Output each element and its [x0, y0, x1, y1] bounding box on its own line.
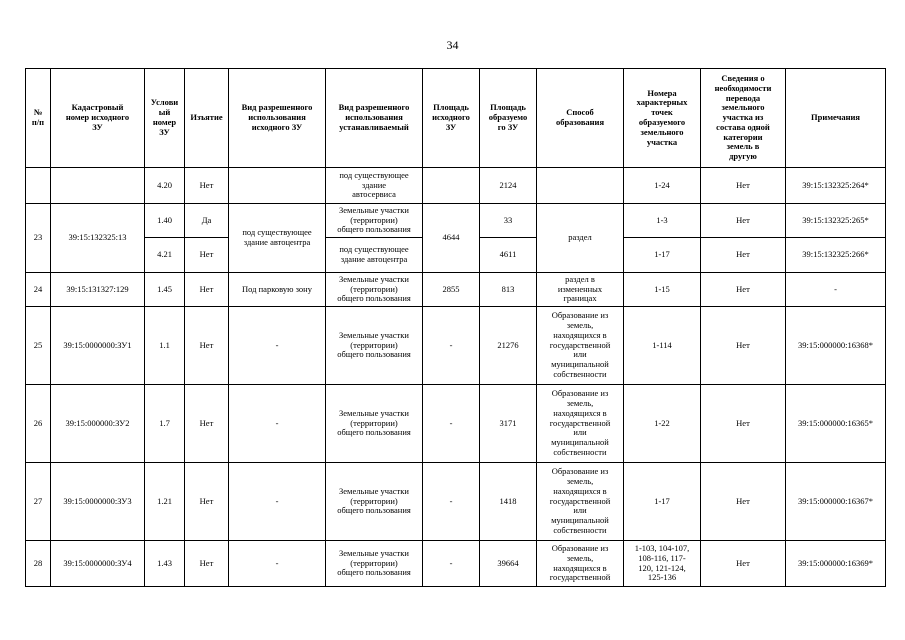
cell-transfer: Нет	[701, 541, 786, 587]
table-row	[26, 307, 886, 385]
cell-area-source: 4644	[423, 204, 480, 273]
cell-method: Образование из земель, находящихся в государственной	[537, 541, 624, 587]
cell-conditional-number: 1.21	[145, 463, 185, 541]
cell-area-new: 33	[480, 204, 537, 238]
cell-method: Образование из земель, находящихся в государственной или муниципальной собственности	[537, 385, 624, 463]
page-number: 34	[446, 38, 459, 52]
cell-cadastral-source	[51, 168, 145, 204]
cell-notes: 39:15:000000:16367*	[786, 463, 886, 541]
cell-use-new: под существующее здание автоцентра	[326, 238, 423, 273]
cell-num: 24	[26, 273, 51, 307]
cell-area-source: -	[423, 541, 480, 587]
cell-area-source: -	[423, 463, 480, 541]
cell-cadastral-source: 39:15:131327:129	[51, 273, 145, 307]
cell-notes: 39:15:000000:16365*	[786, 385, 886, 463]
cell-seizure: Нет	[185, 541, 229, 587]
cell-area-new: 813	[480, 273, 537, 307]
cell-use-source: -	[229, 541, 326, 587]
header-method: Способ образования	[537, 69, 624, 168]
cell-use-source: -	[229, 307, 326, 385]
cell-conditional-number: 1.45	[145, 273, 185, 307]
header-cadastral-source: Кадастровый номер исходного ЗУ	[51, 69, 145, 168]
cell-points: 1-24	[624, 168, 701, 204]
cell-use-new: Земельные участки (территории) общего пользования	[326, 273, 423, 307]
table-row	[26, 204, 886, 238]
table-row	[26, 463, 886, 541]
cell-transfer: Нет	[701, 273, 786, 307]
cell-use-source: -	[229, 463, 326, 541]
cell-notes: 39:15:000000:16368*	[786, 307, 886, 385]
cell-seizure: Нет	[185, 238, 229, 273]
cell-use-source: -	[229, 385, 326, 463]
cell-num: 26	[26, 385, 51, 463]
cell-transfer: Нет	[701, 238, 786, 273]
header-use-new: Вид разрешенного использования устанавливаемый	[326, 69, 423, 168]
cell-area-new: 21276	[480, 307, 537, 385]
cell-conditional-number: 1.40	[145, 204, 185, 238]
cell-num: 28	[26, 541, 51, 587]
header-num: № п/п	[26, 69, 51, 168]
cell-points: 1-114	[624, 307, 701, 385]
cell-cadastral-source: 39:15:0000000:ЗУ4	[51, 541, 145, 587]
cell-num	[26, 168, 51, 204]
cell-points: 1-17	[624, 238, 701, 273]
cell-use-new: Земельные участки (территории) общего пользования	[326, 463, 423, 541]
cell-area-source: -	[423, 385, 480, 463]
cell-transfer: Нет	[701, 463, 786, 541]
cell-notes: 39:15:000000:16369*	[786, 541, 886, 587]
cell-transfer: Нет	[701, 168, 786, 204]
header-area-source: Площадь исходного ЗУ	[423, 69, 480, 168]
table-header-row	[26, 69, 886, 168]
cell-cadastral-source: 39:15:0000000:ЗУ3	[51, 463, 145, 541]
land-plots-table	[25, 68, 886, 587]
cell-area-new: 39664	[480, 541, 537, 587]
cell-points: 1-103, 104-107, 108-116, 117- 120, 121-124, 125-136	[624, 541, 701, 587]
cell-points: 1-3	[624, 204, 701, 238]
table-row	[26, 541, 886, 587]
cell-notes: -	[786, 273, 886, 307]
cell-use-new: Земельные участки (территории) общего пользования	[326, 385, 423, 463]
cell-transfer: Нет	[701, 204, 786, 238]
cell-notes: 39:15:132325:266*	[786, 238, 886, 273]
cell-use-source: под существующее здание автоцентра	[229, 204, 326, 273]
header-conditional-number: Услови ый номер ЗУ	[145, 69, 185, 168]
header-notes: Примечания	[786, 69, 886, 168]
cell-use-new: Земельные участки (территории) общего пользования	[326, 307, 423, 385]
table-row	[26, 168, 886, 204]
cell-use-source	[229, 168, 326, 204]
cell-cadastral-source: 39:15:132325:13	[51, 204, 145, 273]
header-use-source: Вид разрешенного использования исходного ЗУ	[229, 69, 326, 168]
cell-method: Образование из земель, находящихся в государственной или муниципальной собственности	[537, 307, 624, 385]
cell-conditional-number: 1.7	[145, 385, 185, 463]
header-area-new: Площадь образуемо го ЗУ	[480, 69, 537, 168]
cell-transfer: Нет	[701, 307, 786, 385]
cell-use-source: Под парковую зону	[229, 273, 326, 307]
cell-area-new: 4611	[480, 238, 537, 273]
cell-use-new: под существующее здание автосервиса	[326, 168, 423, 204]
cell-method	[537, 168, 624, 204]
cell-method: раздел	[537, 204, 624, 273]
cell-conditional-number: 1.43	[145, 541, 185, 587]
cell-points: 1-17	[624, 463, 701, 541]
cell-conditional-number: 1.1	[145, 307, 185, 385]
cell-area-source: -	[423, 307, 480, 385]
cell-num: 25	[26, 307, 51, 385]
cell-points: 1-15	[624, 273, 701, 307]
cell-area-new: 1418	[480, 463, 537, 541]
cell-conditional-number: 4.21	[145, 238, 185, 273]
header-seizure: Изъятие	[185, 69, 229, 168]
cell-cadastral-source: 39:15:000000:ЗУ2	[51, 385, 145, 463]
cell-seizure: Нет	[185, 273, 229, 307]
cell-use-new: Земельные участки (территории) общего пользования	[326, 541, 423, 587]
cell-seizure: Нет	[185, 307, 229, 385]
cell-method: раздел в измененных границах	[537, 273, 624, 307]
cell-seizure: Нет	[185, 385, 229, 463]
cell-seizure: Нет	[185, 168, 229, 204]
cell-cadastral-source: 39:15:0000000:ЗУ1	[51, 307, 145, 385]
cell-points: 1-22	[624, 385, 701, 463]
cell-area-source: 2855	[423, 273, 480, 307]
cell-seizure: Да	[185, 204, 229, 238]
cell-conditional-number: 4.20	[145, 168, 185, 204]
header-points: Номера характерных точек образуемого земельного участка	[624, 69, 701, 168]
cell-num: 23	[26, 204, 51, 273]
table-row	[26, 273, 886, 307]
cell-transfer: Нет	[701, 385, 786, 463]
cell-notes: 39:15:132325:264*	[786, 168, 886, 204]
cell-use-new: Земельные участки (территории) общего пользования	[326, 204, 423, 238]
cell-seizure: Нет	[185, 463, 229, 541]
table-row	[26, 385, 886, 463]
cell-area-new: 3171	[480, 385, 537, 463]
cell-notes: 39:15:132325:265*	[786, 204, 886, 238]
header-transfer: Сведения о необходимости перевода земельного участка из состава одной категории земель в другую	[701, 69, 786, 168]
cell-area-new: 2124	[480, 168, 537, 204]
cell-area-source	[423, 168, 480, 204]
cell-num: 27	[26, 463, 51, 541]
cell-method: Образование из земель, находящихся в государственной или муниципальной собственности	[537, 463, 624, 541]
